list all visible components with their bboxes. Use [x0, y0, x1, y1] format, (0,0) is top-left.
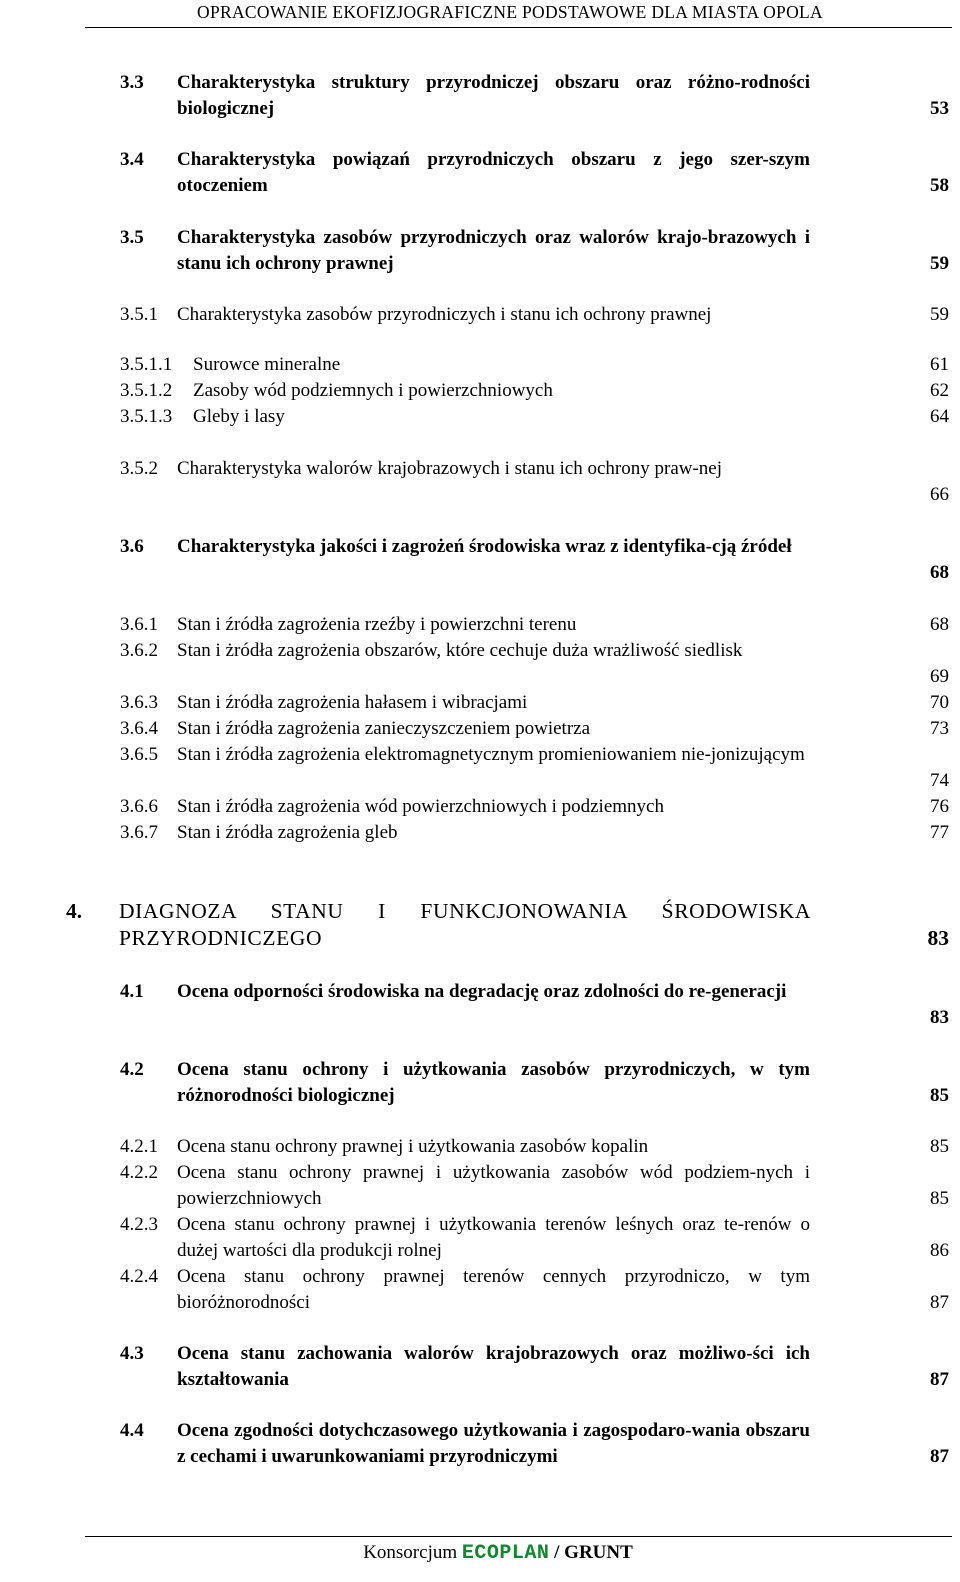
toc-number: 3.6.1	[120, 614, 158, 635]
toc-title: Charakterystyka zasobów przyrodniczych i stanu ich ochrony prawnej	[177, 304, 712, 325]
toc-page: 73	[930, 718, 949, 739]
toc-title: Ocena stanu ochrony prawnej i użytkowania zasobów wód podziem-nych i powierzchniowych	[177, 1162, 810, 1209]
toc-number: 3.6.3	[120, 692, 158, 713]
toc-number: 3.5	[120, 227, 144, 248]
toc-page: 87	[930, 1369, 949, 1390]
toc-number: 3.5.1.2	[120, 380, 173, 401]
toc-number: 3.3	[120, 72, 144, 93]
toc-page: 86	[930, 1240, 949, 1261]
toc-title: Ocena stanu ochrony prawnej i użytkowania terenów leśnych oraz te-renów o dużej wartości dla produkcji rolnej	[177, 1214, 810, 1261]
toc-number: 4.1	[120, 981, 144, 1002]
toc-title: Stan i źródła zagrożenia zanieczyszczeniem powietrza	[177, 718, 591, 739]
toc-page: 59	[930, 304, 949, 325]
toc-title: Stan i źródła zagrożenia gleb	[177, 822, 398, 843]
toc-page: 76	[930, 796, 949, 817]
toc-title: Stan i źródła zagrożenia rzeźby i powierzchni terenu	[177, 614, 577, 635]
toc-page: 68	[930, 614, 949, 635]
toc-title: Ocena stanu ochrony prawnej i użytkowania zasobów kopalin	[177, 1136, 649, 1157]
toc-page: 59	[930, 253, 949, 274]
toc-number: 3.6.2	[120, 640, 158, 661]
toc-page: 85	[930, 1136, 949, 1157]
toc-page: 77	[930, 822, 949, 843]
toc-title: Ocena stanu zachowania walorów krajobrazowych oraz możliwo-ści ich kształtowania	[177, 1343, 810, 1390]
running-header: OPRACOWANIE EKOFIZJOGRAFICZNE PODSTAWOWE DLA MIASTA OPOLA	[197, 2, 823, 22]
toc-number: 3.6.5	[120, 744, 158, 765]
toc-page: 64	[930, 406, 949, 427]
toc-title: Gleby i lasy	[193, 406, 285, 427]
toc-title: Ocena stanu ochrony i użytkowania zasobów przyrodniczych, w tym różnorodności biologicznej	[177, 1059, 810, 1106]
toc-title: Stan i żródła zagrożenia obszarów, które cechuje duża wrażliwość siedlisk	[177, 640, 743, 661]
toc-title: DIAGNOZA STANU I FUNKCJONOWANIA ŚRODOWISKA PRZYRODNICZEGO	[119, 899, 811, 950]
toc-page: 74	[930, 770, 949, 791]
toc-number: 3.5.1	[120, 304, 158, 325]
toc-number: 4.	[66, 899, 83, 923]
toc-page: 83	[927, 926, 949, 950]
toc-title: Stan i źródła zagrożenia elektromagnetycznym promieniowaniem nie-jonizującym	[177, 744, 805, 765]
toc-number: 4.2.3	[120, 1214, 158, 1235]
footer-prefix: Konsorcjum	[363, 1542, 458, 1563]
toc-page: 83	[930, 1007, 949, 1028]
toc-title: Charakterystyka jakości i zagrożeń środowiska wraz z identyfika-cją źródeł	[177, 536, 792, 557]
toc-page: 61	[930, 354, 949, 375]
toc-page: 85	[930, 1085, 949, 1106]
toc-number: 3.5.2	[120, 458, 158, 479]
toc-title: Zasoby wód podziemnych i powierzchniowych	[193, 380, 553, 401]
toc-number: 4.2.2	[120, 1162, 158, 1183]
toc-title: Stan i źródła zagrożenia wód powierzchniowych i podziemnych	[177, 796, 664, 817]
toc-title: Surowce mineralne	[193, 354, 341, 375]
toc-title: Charakterystyka powiązań przyrodniczych obszaru z jego szer-szym otoczeniem	[177, 149, 810, 196]
toc-number: 3.6.6	[120, 796, 158, 817]
toc-page: 69	[930, 666, 949, 687]
header-divider	[85, 27, 952, 28]
toc-title: Ocena stanu ochrony prawnej terenów cennych przyrodniczo, w tym bioróżnorodności	[177, 1266, 810, 1313]
toc-number: 3.6.4	[120, 718, 158, 739]
toc-number: 3.6.7	[120, 822, 158, 843]
running-footer	[0, 1541, 960, 1566]
toc-title: Ocena zgodności dotychczasowego użytkowania i zagospodaro-wania obszaru z cechami i uwarunkowaniami przyrodniczymi	[177, 1420, 810, 1467]
toc-title: Charakterystyka zasobów przyrodniczych oraz walorów krajo-brazowych i stanu ich ochrony prawnej	[177, 227, 810, 274]
toc-page: 53	[930, 98, 949, 119]
toc-page: 70	[930, 692, 949, 713]
toc-page: 62	[930, 380, 949, 401]
toc-page: 68	[930, 562, 949, 583]
toc-number: 3.4	[120, 149, 144, 170]
toc-number: 3.6	[120, 536, 144, 557]
toc-page: 87	[930, 1446, 949, 1467]
toc-number: 4.4	[120, 1420, 144, 1441]
footer-brand: ECOPLAN	[461, 1542, 550, 1565]
toc-page: 87	[930, 1292, 949, 1313]
toc-page: 66	[930, 484, 949, 505]
toc-number: 3.5.1.3	[120, 406, 173, 427]
toc-number: 3.5.1.1	[120, 354, 173, 375]
toc-number: 4.2.4	[120, 1266, 158, 1287]
footer-divider	[85, 1536, 952, 1537]
toc-number: 4.2.1	[120, 1136, 158, 1157]
toc-title: Stan i źródła zagrożenia hałasem i wibracjami	[177, 692, 528, 713]
toc-title: Charakterystyka walorów krajobrazowych i stanu ich ochrony praw-nej	[177, 458, 723, 479]
toc-page: 85	[930, 1188, 949, 1209]
toc-number: 4.2	[120, 1059, 144, 1080]
footer-suffix: / GRUNT	[554, 1542, 633, 1563]
toc-title: Ocena odporności środowiska na degradację oraz zdolności do re-generacji	[177, 981, 787, 1002]
toc-page: 58	[930, 175, 949, 196]
toc-number: 4.3	[120, 1343, 144, 1364]
toc-title: Charakterystyka struktury przyrodniczej obszaru oraz różno-rodności biologicznej	[177, 72, 810, 119]
